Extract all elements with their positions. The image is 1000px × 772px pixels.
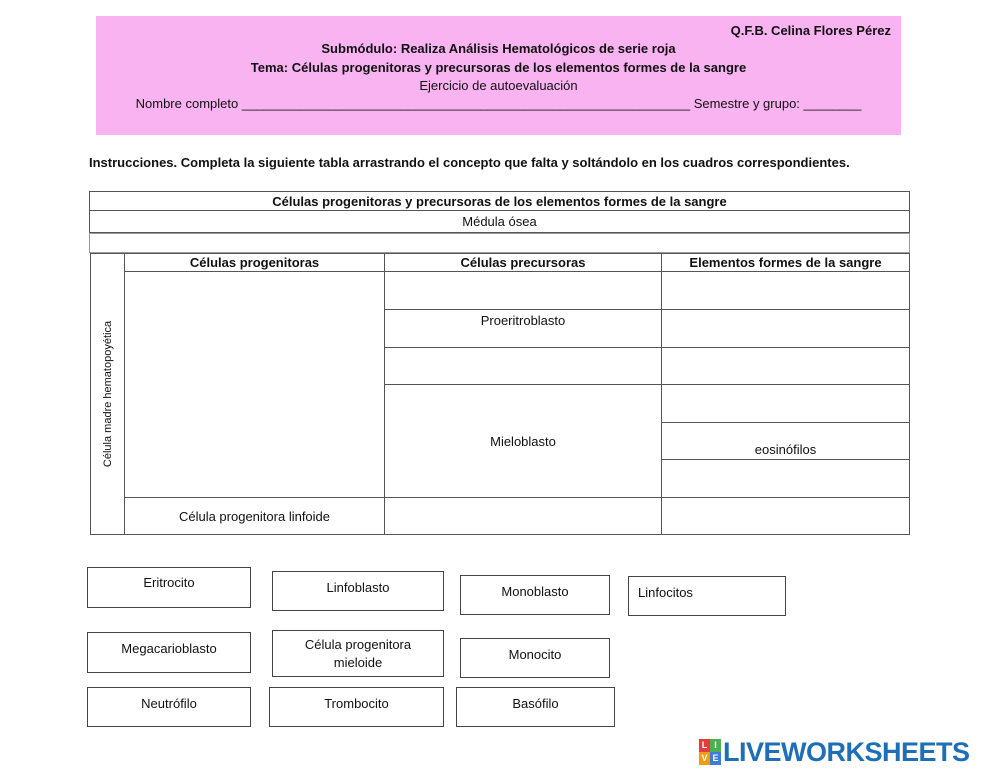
drop-zone-formed-4[interactable] <box>661 384 910 423</box>
drop-zone-formed-lymphoid[interactable] <box>661 497 910 535</box>
col-header-formed-elements: Elementos formes de la sangre <box>661 253 910 272</box>
myeloblast-cell: Mieloblasto <box>384 384 662 498</box>
drop-zone-formed-1[interactable] <box>661 271 910 310</box>
name-group-line: Nombre completo ______________________________________________________________ Semestre y grupo: ________ <box>135 96 862 111</box>
author-name: Q.F.B. Celina Flores Pérez <box>730 23 891 38</box>
concept-linfoblasto[interactable]: Linfoblasto <box>272 571 444 611</box>
concept-monocito[interactable]: Monocito <box>460 638 610 678</box>
concept-trombocito[interactable]: Trombocito <box>269 687 444 727</box>
drop-zone-progenitor-myeloid[interactable] <box>124 271 385 498</box>
concept-monoblasto[interactable]: Monoblasto <box>460 575 610 615</box>
drop-zone-stem-cell[interactable] <box>89 233 910 253</box>
instructions-text: Instrucciones. Completa la siguiente tabla arrastrando el concepto que falta y soltándolo en los cuadros correspondientes. <box>89 155 850 170</box>
proerythroblast-cell: Proeritroblasto <box>384 309 662 348</box>
drop-zone-formed-3[interactable] <box>661 347 910 385</box>
liveworksheets-logo-mark: L I V E <box>699 739 721 765</box>
drop-zone-precursor-lymphoid[interactable] <box>384 497 662 535</box>
col-header-precursors: Células precursoras <box>384 253 662 272</box>
submodule-title: Submódulo: Realiza Análisis Hematológicos de serie roja <box>321 41 676 56</box>
col-header-progenitors: Células progenitoras <box>124 253 385 272</box>
concept-linfocitos[interactable]: Linfocitos <box>628 576 786 616</box>
exercise-subtitle: Ejercicio de autoevaluación <box>419 78 578 93</box>
drop-zone-precursor-1[interactable] <box>384 271 662 310</box>
drop-zone-precursor-3[interactable] <box>384 347 662 385</box>
concept-celula-progenitora-mieloide[interactable]: Célula progenitora mieloide <box>272 630 444 677</box>
drop-zone-formed-2[interactable] <box>661 309 910 348</box>
header-box <box>96 16 901 135</box>
liveworksheets-logo <box>699 738 970 766</box>
eosinophils-cell: eosinófilos <box>661 422 910 460</box>
concept-megacarioblasto[interactable]: Megacarioblasto <box>87 632 251 673</box>
liveworksheets-logo-text: LIVEWORKSHEETS <box>723 736 970 767</box>
table-title: Células progenitoras y precursoras de los elementos formes de la sangre <box>89 191 910 211</box>
stem-cell-vertical-label: Célula madre hematopoyética <box>90 253 125 535</box>
bone-marrow-cell: Médula ósea <box>89 210 910 233</box>
topic-title: Tema: Células progenitoras y precursoras de los elementos formes de la sangre <box>250 60 747 75</box>
concept-basofilo[interactable]: Basófilo <box>456 687 615 727</box>
drop-zone-formed-6[interactable] <box>661 459 910 498</box>
concept-eritrocito[interactable]: Eritrocito <box>87 567 251 608</box>
concept-neutrofilo[interactable]: Neutrófilo <box>87 687 251 727</box>
progenitor-lymphoid-cell: Célula progenitora linfoide <box>124 497 385 535</box>
